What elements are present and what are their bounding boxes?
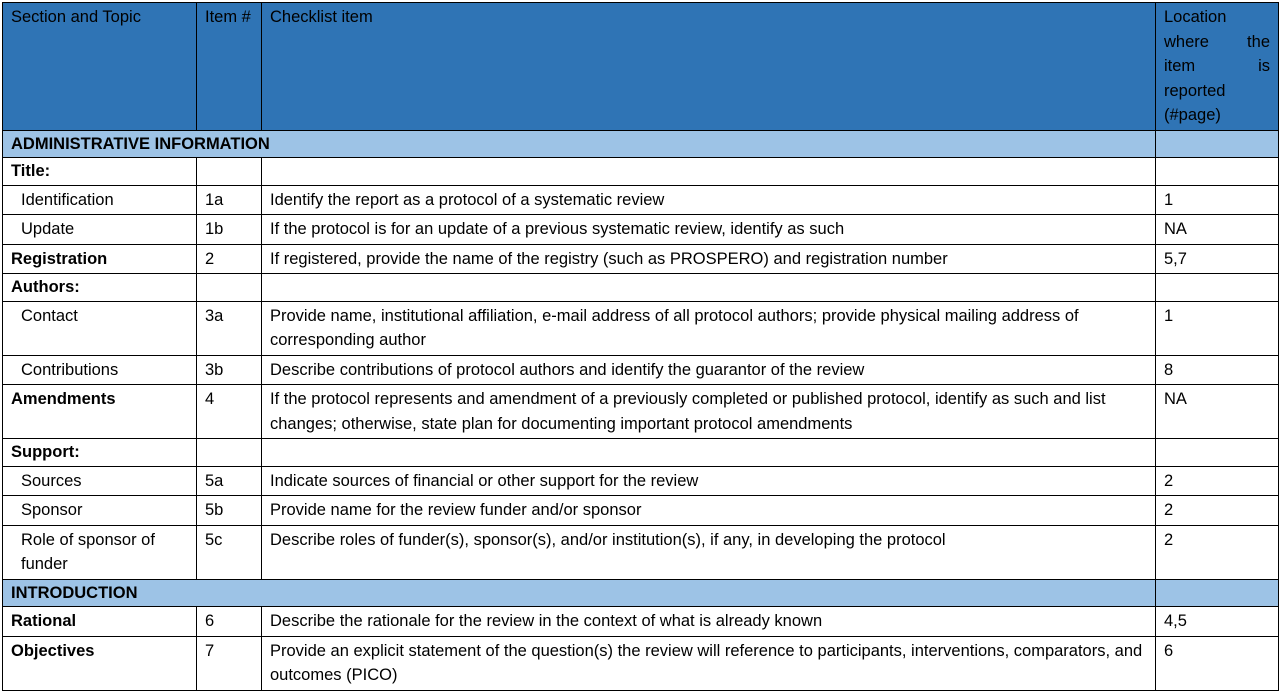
row-section-topic: Contact — [3, 301, 197, 355]
row-section-topic: Objectives — [3, 636, 197, 690]
table-row — [3, 244, 1279, 274]
row-section-topic: Identification — [3, 185, 197, 215]
row-section-topic: Title: — [3, 158, 197, 186]
row-section-topic: Role of sponsor of funder — [3, 525, 197, 579]
row-location: 5,7 — [1156, 244, 1279, 274]
table-row — [3, 525, 1279, 579]
table-row — [3, 496, 1279, 526]
row-location: 6 — [1156, 636, 1279, 690]
row-checklist-item — [262, 158, 1156, 186]
row-checklist-item — [262, 274, 1156, 302]
row-location: 1 — [1156, 301, 1279, 355]
row-item-number — [197, 158, 262, 186]
section-location-cell — [1156, 579, 1279, 607]
table-row — [3, 274, 1279, 302]
row-location: NA — [1156, 385, 1279, 439]
row-section-topic: Sources — [3, 466, 197, 496]
row-checklist-item: Provide name, institutional affiliation, e-mail address of all protocol authors; provide physical mailing address of corresponding author — [262, 301, 1156, 355]
row-location: 2 — [1156, 496, 1279, 526]
table-row — [3, 607, 1279, 637]
row-item-number: 1b — [197, 215, 262, 245]
row-item-number: 5c — [197, 525, 262, 579]
row-item-number: 1a — [197, 185, 262, 215]
table-row — [3, 385, 1279, 439]
table-row — [3, 439, 1279, 467]
table-row — [3, 158, 1279, 186]
row-checklist-item: Indicate sources of financial or other support for the review — [262, 466, 1156, 496]
row-item-number: 7 — [197, 636, 262, 690]
row-section-topic: Amendments — [3, 385, 197, 439]
row-checklist-item: Describe contributions of protocol authors and identify the guarantor of the review — [262, 355, 1156, 385]
row-checklist-item: Describe the rationale for the review in the context of what is already known — [262, 607, 1156, 637]
row-section-topic: Sponsor — [3, 496, 197, 526]
prisma-p-checklist-table — [2, 2, 1279, 691]
table-row — [3, 466, 1279, 496]
table-row — [3, 215, 1279, 245]
row-checklist-item: If the protocol is for an update of a previous systematic review, identify as such — [262, 215, 1156, 245]
row-item-number — [197, 439, 262, 467]
row-item-number: 5a — [197, 466, 262, 496]
row-section-topic: Support: — [3, 439, 197, 467]
table-body — [3, 130, 1279, 690]
section-location-cell — [1156, 130, 1279, 158]
header-row — [3, 3, 1279, 131]
row-checklist-item — [262, 439, 1156, 467]
row-item-number: 3b — [197, 355, 262, 385]
row-item-number: 3a — [197, 301, 262, 355]
table-row — [3, 636, 1279, 690]
row-item-number: 6 — [197, 607, 262, 637]
table-row — [3, 355, 1279, 385]
row-location — [1156, 158, 1279, 186]
header-item-number: Item # — [197, 3, 262, 131]
header-location: Location where the item is reported (#page) — [1156, 3, 1279, 131]
row-location: 2 — [1156, 525, 1279, 579]
row-location: 1 — [1156, 185, 1279, 215]
row-item-number: 2 — [197, 244, 262, 274]
row-checklist-item: Describe roles of funder(s), sponsor(s), and/or institution(s), if any, in developing the protocol — [262, 525, 1156, 579]
row-item-number: 5b — [197, 496, 262, 526]
row-section-topic: Contributions — [3, 355, 197, 385]
row-location: 2 — [1156, 466, 1279, 496]
table-row — [3, 301, 1279, 355]
row-location: 8 — [1156, 355, 1279, 385]
header-checklist-item: Checklist item — [262, 3, 1156, 131]
row-checklist-item: If registered, provide the name of the registry (such as PROSPERO) and registration number — [262, 244, 1156, 274]
row-section-topic: Authors: — [3, 274, 197, 302]
row-checklist-item: Identify the report as a protocol of a systematic review — [262, 185, 1156, 215]
row-location: NA — [1156, 215, 1279, 245]
section-header-row — [3, 579, 1279, 607]
row-checklist-item: If the protocol represents and amendment of a previously completed or published protocol, identify as such and list changes; otherwise, state plan for documenting important protocol amendments — [262, 385, 1156, 439]
row-checklist-item: Provide name for the review funder and/or sponsor — [262, 496, 1156, 526]
table-row — [3, 185, 1279, 215]
section-title: ADMINISTRATIVE INFORMATION — [3, 130, 1156, 158]
row-section-topic: Rational — [3, 607, 197, 637]
row-section-topic: Update — [3, 215, 197, 245]
row-location: 4,5 — [1156, 607, 1279, 637]
section-title: INTRODUCTION — [3, 579, 1156, 607]
row-checklist-item: Provide an explicit statement of the question(s) the review will reference to participants, interventions, comparators, and outcomes (PICO) — [262, 636, 1156, 690]
header-section-topic: Section and Topic — [3, 3, 197, 131]
row-item-number — [197, 274, 262, 302]
row-location — [1156, 274, 1279, 302]
row-section-topic: Registration — [3, 244, 197, 274]
row-item-number: 4 — [197, 385, 262, 439]
section-header-row — [3, 130, 1279, 158]
row-location — [1156, 439, 1279, 467]
